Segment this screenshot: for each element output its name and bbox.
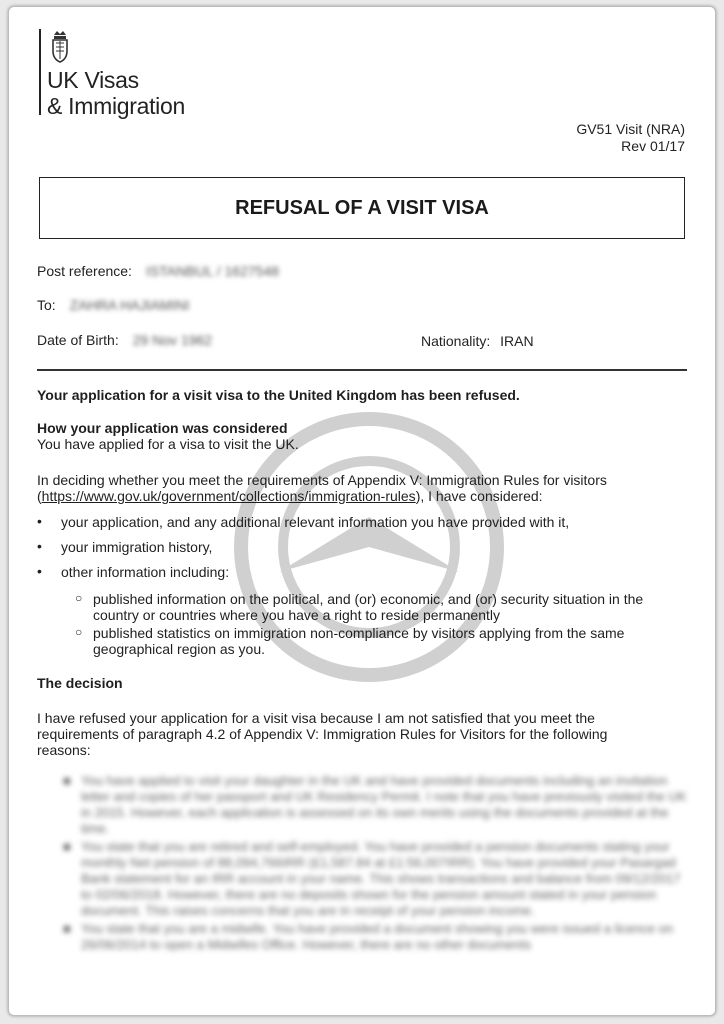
decision-text [37,710,687,758]
decision-line: reasons: [37,742,91,758]
dob-label: Date of Birth: [37,332,119,348]
deciding-text-line1: In deciding whether you meet the requirements of Appendix V: Immigration Rules for visitors [37,472,607,488]
dob-row [37,332,212,348]
reason-item [37,773,687,837]
sub-bullet-line: geographical region as you. [93,641,266,657]
letter-title: REFUSAL OF A VISIT VISA [39,177,685,239]
bullet-item: your application, and any additional relevant information you have provided with it, [61,514,570,530]
form-revision: Rev 01/17 [621,138,685,154]
reason-text: You state that you are retired and self-employed. You have provided a pension documents stating your monthly Net pension of 88,094,766IRR (£1,587.84 at £1:56,007IRR). You have provided your Pasargad Bank statement for an IRR account in your name. This shows transactions and balance from 09/12/2017 to 02/06/2018. However, there are no deposits shown for the pension amount stated in your pension document. This raises concerns that you are in receipt of your pension income. [81,839,681,918]
bullet-dot: ■ [63,773,71,788]
reasons-list [37,773,687,953]
nationality-value: IRAN [500,333,534,349]
refusal-letter-page [8,6,716,1016]
decision-heading: The decision [37,675,123,691]
section-divider [37,369,687,371]
reason-item [37,839,687,919]
bullet-dot: ■ [63,839,71,854]
form-code: GV51 Visit (NRA) [576,121,685,137]
post-reference-row [37,263,279,279]
bullet-dot: ■ [63,921,71,936]
reason-text: You have applied to visit your daughter in the UK and have provided documents including an invitation letter and copies of her passport and UK Residency Permit. I note that you have previously visited the UK in 2015. However, each application is assessed on its own merits using the documents provided at the time. [81,773,687,836]
to-value: ZAHRA HAJIAMINI [69,297,190,313]
bullet-item: your immigration history, [61,539,213,555]
to-label: To: [37,297,56,313]
hollow-circle-bullet: ○ [75,625,83,639]
nationality-row [421,333,534,349]
org-name-line2: & Immigration [47,93,185,119]
bullet-dot: • [37,513,42,529]
reason-text: You state that you are a midwife. You have provided a document showing you were issued a licence on 26/06/2014 to open a Midwifes Office. However, there are no other documents [81,921,674,952]
considered-text: You have applied for a visa to visit the UK. [37,436,299,452]
form-reference [576,121,685,155]
sub-bullet-line: published statistics on immigration non-compliance by visitors applying from the same [93,625,625,641]
sub-bullet-line: country or countries where you have a right to reside permanently [93,607,500,623]
sub-bullet-item [93,591,693,623]
org-name-line1: UK Visas [47,67,139,93]
post-reference-label: Post reference: [37,263,132,279]
deciding-text-end: ), I have considered: [415,488,543,504]
sub-bullet-item [93,625,693,657]
considered-heading: How your application was considered [37,420,288,436]
deciding-text-line2 [37,488,687,504]
bullet-dot: • [37,538,42,554]
decision-line: requirements of paragraph 4.2 of Appendix V: Immigration Rules for Visitors for the following [37,726,608,742]
sub-bullet-line: published information on the political, and (or) economic, and (or) security situation in the [93,591,644,607]
royal-crest-icon [49,29,71,65]
bullet-item: other information including: [61,564,230,580]
immigration-rules-link[interactable]: https://www.gov.uk/government/collections/immigration-rules [41,488,416,504]
post-reference-value: ISTANBUL / 1627548 [145,263,280,279]
hollow-circle-bullet: ○ [75,591,83,605]
bullet-dot: • [37,563,42,579]
nationality-label: Nationality: [421,333,491,349]
to-row [37,297,189,313]
logo-divider-bar [39,29,41,115]
reason-item [37,921,687,953]
refused-statement: Your application for a visit visa to the United Kingdom has been refused. [37,387,520,403]
deciding-paren-open: ( [37,488,42,504]
dob-value: 29 Nov 1962 [132,332,213,348]
decision-line: I have refused your application for a visit visa because I am not satisfied that you meet the [37,710,595,726]
